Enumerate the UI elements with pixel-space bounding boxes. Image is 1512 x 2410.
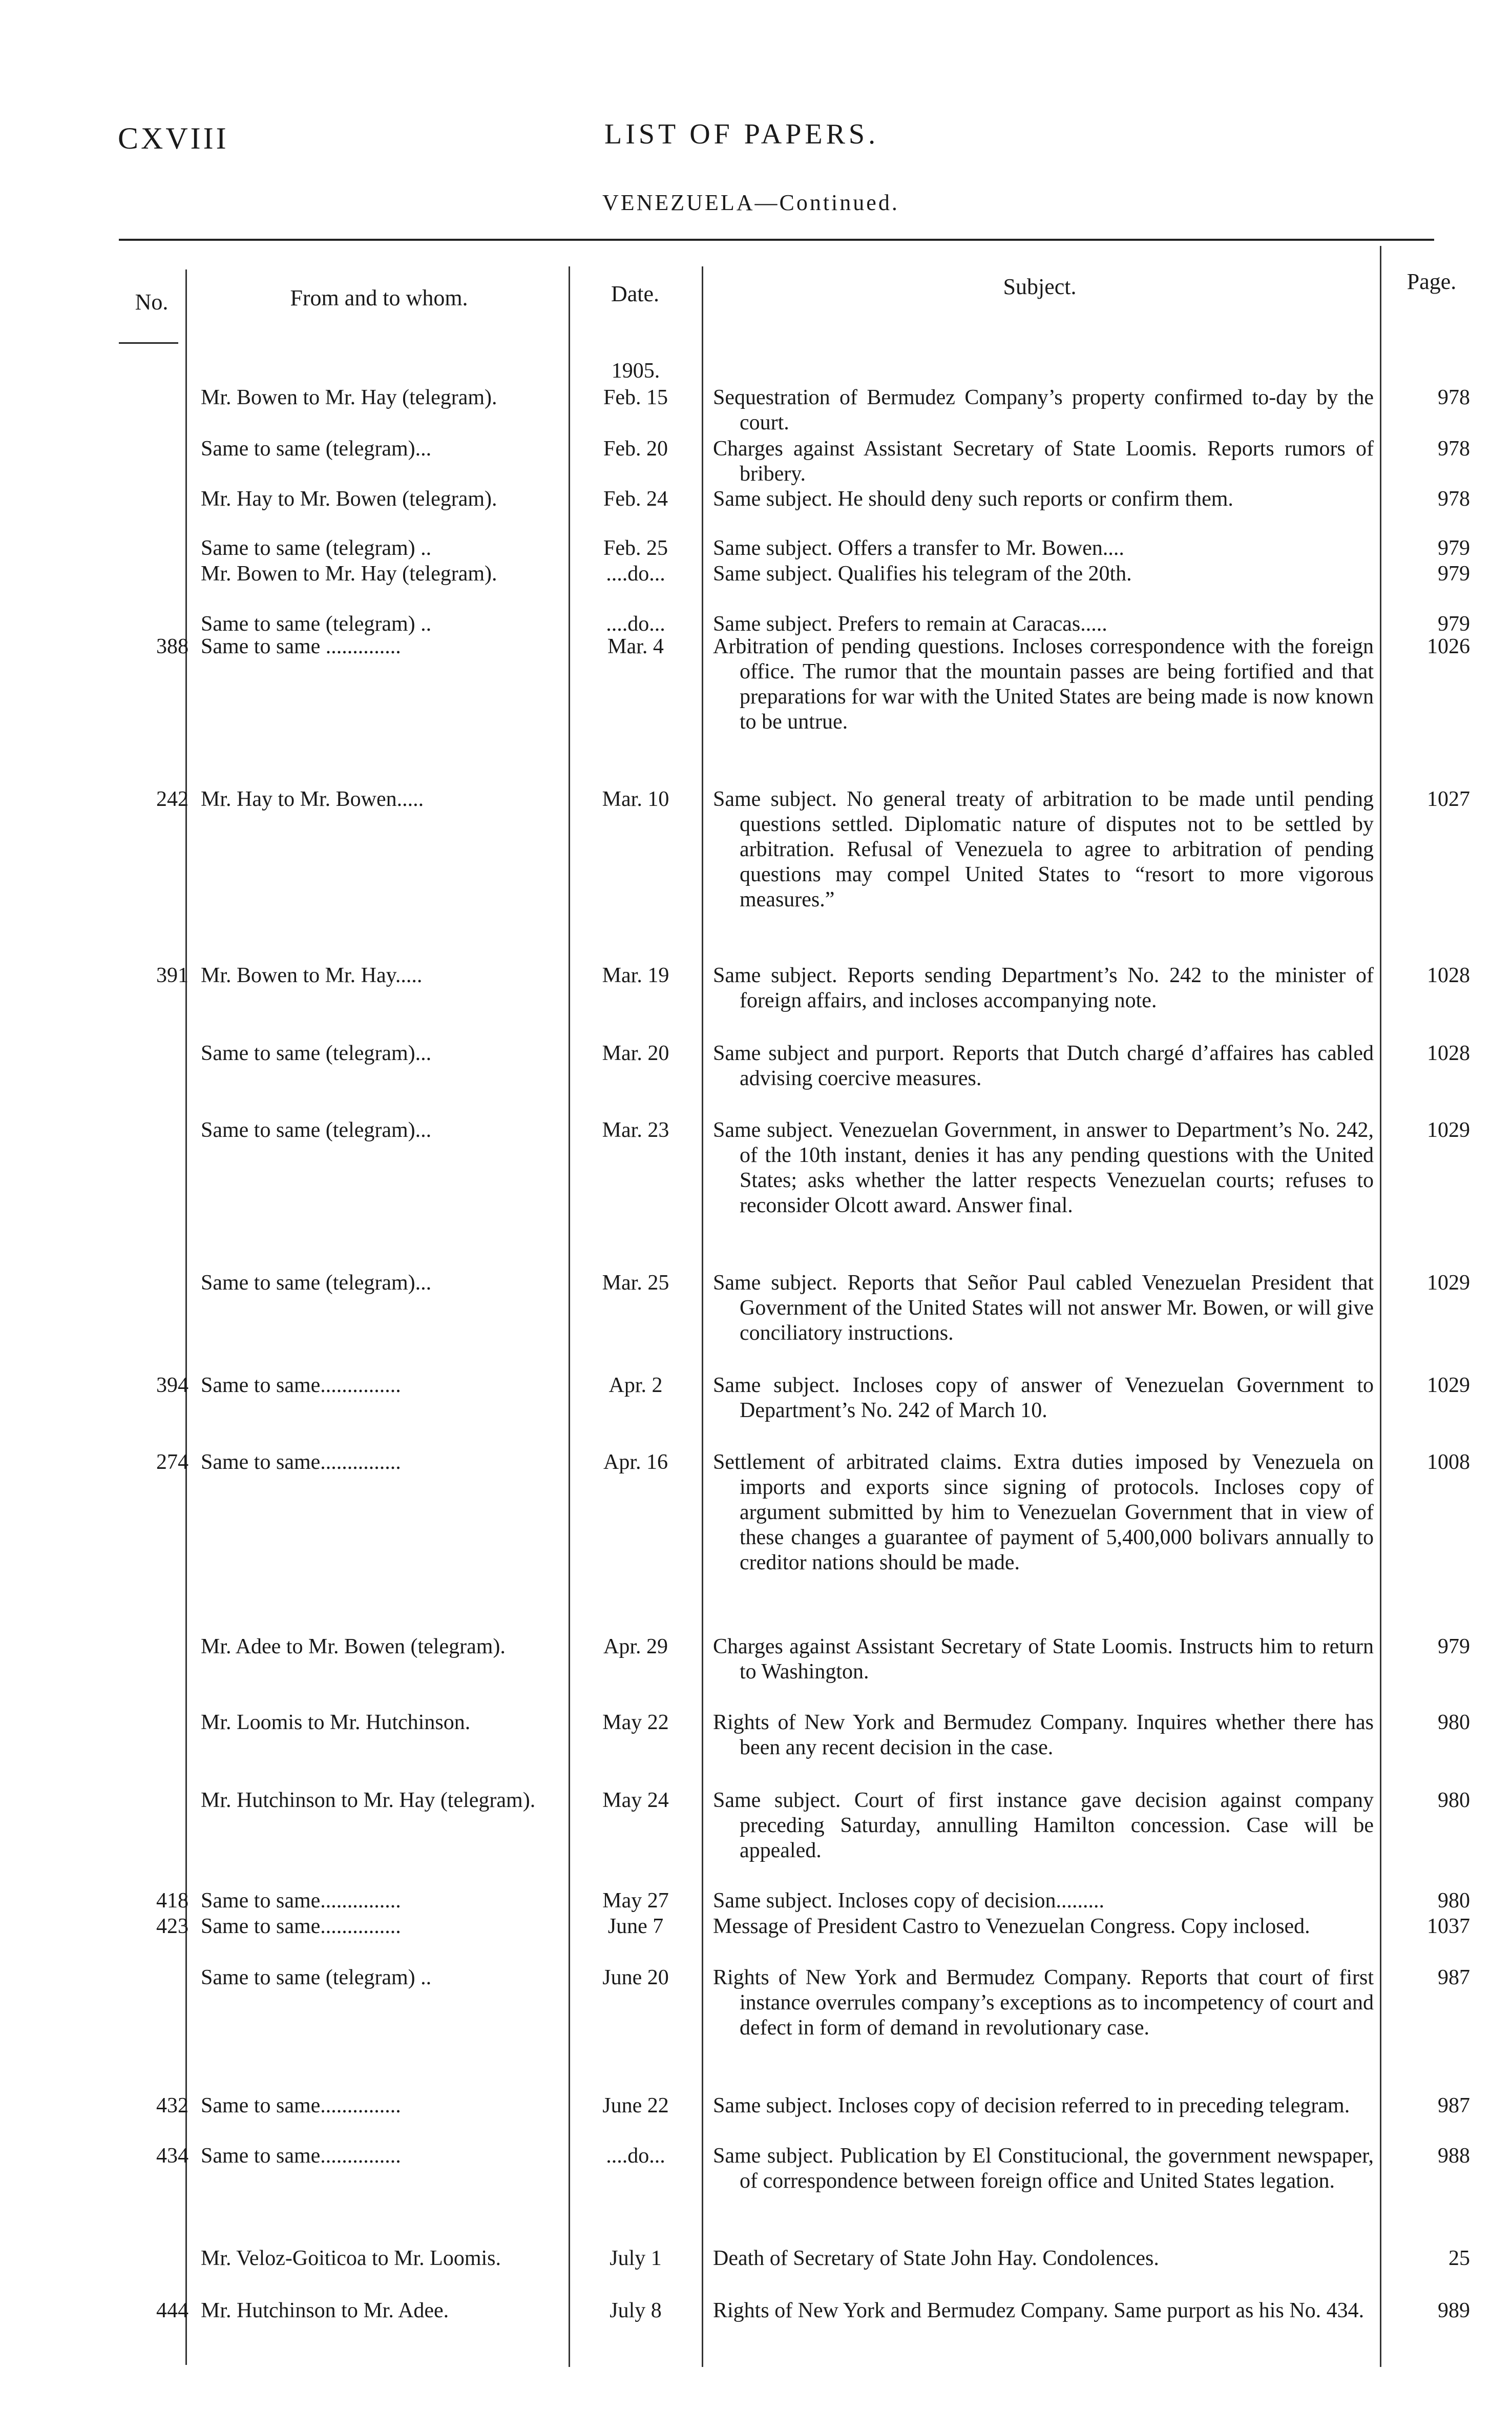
cell-from-to-whom: Same to same (telegram)... [201,1042,432,1065]
cell-from-to-whom: Same to same (telegram) .. [201,1966,432,1989]
column-header-date: Date. [611,281,660,306]
cell-subject: Same subject. Venezuelan Government, in answer to Department’s No. 242, of the 10th instant, denies it has any pending questions with the United States; asks whether the latter respects Venezuelan courts; refuses to reconsider Olcott award. Answer final. [713,1118,1374,1217]
cell-number: 394 [156,1374,188,1397]
year-label: 1905. [611,359,660,383]
cell-page: 987 [1438,2094,1470,2117]
cell-date: Mar. 4 [607,635,664,658]
cell-from-to-whom: Same to same............... [201,1450,401,1474]
cell-page: 1028 [1427,1042,1470,1065]
cell-number: 434 [156,2144,188,2168]
cell-from-to-whom: Mr. Bowen to Mr. Hay (telegram). [201,386,497,409]
cell-from-to-whom: Mr. Hutchinson to Mr. Hay (telegram). [201,1789,536,1812]
cell-subject: Arbitration of pending questions. Incloses correspondence with the foreign office. The rumor that the mountain passes are being fortified and that preparations for war with the United States are being made is now known to be untrue. [713,635,1374,734]
cell-page: 979 [1438,536,1470,560]
cell-number: 444 [156,2299,188,2322]
cell-subject: Same subject. Prefers to remain at Caracas..... [713,612,1107,636]
cell-subject: Rights of New York and Bermudez Company. Same purport as his No. 434. [713,2299,1364,2322]
cell-page: 1029 [1427,1271,1470,1295]
cell-date: Mar. 20 [602,1042,669,1065]
cell-from-to-whom: Mr. Bowen to Mr. Hay..... [201,964,423,987]
cell-subject: Rights of New York and Bermudez Company. Reports that court of first instance overrules company’s exceptions as to incompetency of court and defect in form of demand in revolutionary case. [713,1966,1374,2040]
cell-date: Apr. 29 [603,1635,668,1658]
cell-date: ....do... [606,612,665,636]
cell-subject: Same subject. Qualifies his telegram of the 20th. [713,562,1132,586]
cell-page: 1008 [1427,1450,1470,1474]
cell-date: Feb. 25 [603,536,668,560]
cell-from-to-whom: Mr. Hay to Mr. Bowen (telegram). [201,487,497,511]
cell-number: 391 [156,964,188,987]
cell-from-to-whom: Mr. Bowen to Mr. Hay (telegram). [201,562,497,586]
cell-page: 979 [1438,612,1470,636]
cell-date: May 22 [602,1711,669,1734]
cell-from-to-whom: Same to same (telegram)... [201,1118,432,1142]
cell-date: Feb. 20 [603,437,668,461]
cell-subject: Message of President Castro to Venezuelan Congress. Copy inclosed. [713,1915,1310,1938]
cell-from-to-whom: Same to same .............. [201,635,401,658]
cell-number: 274 [156,1450,188,1474]
cell-date: June 7 [607,1915,664,1938]
cell-from-to-whom: Mr. Adee to Mr. Bowen (telegram). [201,1635,506,1658]
cell-subject: Same subject. Reports sending Department’s No. 242 to the minister of foreign affairs, and incloses accompanying note. [713,964,1374,1012]
cell-from-to-whom: Same to same (telegram)... [201,1271,432,1295]
cell-page: 979 [1438,562,1470,586]
cell-date: Feb. 24 [603,487,668,511]
cell-subject: Same subject and purport. Reports that Dutch chargé d’affaires has cabled advising coercive measures. [713,1042,1374,1090]
cell-date: June 22 [602,2094,669,2117]
cell-subject: Rights of New York and Bermudez Company. Inquires whether there has been any recent decision in the case. [713,1711,1374,1759]
cell-page: 987 [1438,1966,1470,1989]
cell-number: 418 [156,1889,188,1913]
cell-subject: Same subject. Offers a transfer to Mr. Bowen.... [713,536,1124,560]
cell-from-to-whom: Same to same............... [201,2144,401,2168]
page-number: CXVIII [118,121,229,155]
cell-from-to-whom: Mr. Hay to Mr. Bowen..... [201,787,424,811]
cell-from-to-whom: Same to same............... [201,2094,401,2117]
cell-page: 1029 [1427,1118,1470,1142]
cell-subject: Charges against Assistant Secretary of State Loomis. Reports rumors of bribery. [713,437,1374,486]
cell-page: 980 [1438,1789,1470,1812]
cell-date: July 1 [610,2247,662,2270]
cell-page: 980 [1438,1889,1470,1913]
cell-from-to-whom: Same to same (telegram)... [201,437,432,461]
cell-date: Apr. 2 [608,1374,663,1397]
cell-from-to-whom: Same to same (telegram) .. [201,612,432,636]
cell-number: 388 [156,635,188,658]
cell-page: 1037 [1427,1915,1470,1938]
cell-date: Mar. 25 [602,1271,669,1295]
cell-page: 978 [1438,487,1470,511]
section-title: VENEZUELA—Continued. [602,190,899,215]
cell-subject: Same subject. Incloses copy of decision......... [713,1889,1104,1913]
cell-from-to-whom: Same to same............... [201,1915,401,1938]
cell-subject: Same subject. Publication by El Constitucional, the government newspaper, of correspondence between foreign office and United States legation. [713,2144,1374,2193]
cell-from-to-whom: Mr. Hutchinson to Mr. Adee. [201,2299,449,2322]
cell-subject: Sequestration of Bermudez Company’s property confirmed to-day by the court. [713,386,1374,434]
cell-page: 1028 [1427,964,1470,987]
cell-subject: Same subject. Court of first instance gave decision against company preceding Saturday, annulling Hamilton concession. Case will be appealed. [713,1789,1374,1862]
cell-from-to-whom: Same to same (telegram) .. [201,536,432,560]
cell-page: 978 [1438,437,1470,461]
cell-date: May 24 [602,1789,669,1812]
cell-from-to-whom: Same to same............... [201,1889,401,1913]
column-header-page: Page. [1406,269,1457,294]
cell-date: June 20 [602,1966,669,1989]
cell-date: Mar. 19 [602,964,669,987]
cell-subject: Same subject. Reports that Señor Paul cabled Venezuelan President that Government of the United States will not answer Mr. Bowen, or will give conciliatory instructions. [713,1271,1374,1345]
cell-page: 1026 [1427,635,1470,658]
cell-subject: Settlement of arbitrated claims. Extra duties imposed by Venezuela on imports and exports since signing of protocols. Incloses copy of argument submitted by him to Venezuelan Government that in view of these changes a guarantee of payment of 5,400,000 bolivars annually to creditor nations should be made. [713,1450,1374,1574]
column-header-subject: Subject. [1003,274,1077,299]
cell-subject: Same subject. Incloses copy of answer of Venezuelan Government to Department’s No. 242 of March 10. [713,1374,1374,1422]
cell-page: 979 [1438,1635,1470,1658]
cell-subject: Same subject. No general treaty of arbitration to be made until pending questions settled. Diplomatic nature of disputes not to be settled by arbitration. Refusal of Venezuela to agree to arbitration of pending questions may compel United States to “resort to more vigorous measures.” [713,787,1374,911]
cell-from-to-whom: Same to same............... [201,1374,401,1397]
column-header-no: No. [135,289,169,315]
cell-from-to-whom: Mr. Veloz-Goiticoa to Mr. Loomis. [201,2247,501,2270]
cell-date: Apr. 16 [603,1450,668,1474]
cell-page: 989 [1438,2299,1470,2322]
cell-date: Feb. 15 [603,386,668,409]
cell-page: 988 [1438,2144,1470,2168]
cell-number: 242 [156,787,188,811]
cell-subject: Death of Secretary of State John Hay. Condolences. [713,2247,1159,2270]
cell-page: 1029 [1427,1374,1470,1397]
page-title: LIST OF PAPERS. [604,118,879,150]
column-header-from: From and to whom. [290,285,468,310]
cell-from-to-whom: Mr. Loomis to Mr. Hutchinson. [201,1711,471,1734]
cell-number: 432 [156,2094,188,2117]
cell-date: May 27 [602,1889,669,1913]
cell-date: July 8 [610,2299,662,2322]
cell-page: 25 [1448,2247,1470,2270]
cell-subject: Same subject. He should deny such reports or confirm them. [713,487,1233,511]
cell-date: Mar. 23 [602,1118,669,1142]
cell-page: 1027 [1427,787,1470,811]
cell-page: 980 [1438,1711,1470,1734]
cell-subject: Charges against Assistant Secretary of State Loomis. Instructs him to return to Washington. [713,1635,1374,1684]
cell-page: 978 [1438,386,1470,409]
cell-date: ....do... [606,2144,665,2168]
cell-date: Mar. 10 [602,787,669,811]
cell-subject: Same subject. Incloses copy of decision referred to in preceding telegram. [713,2094,1350,2117]
cell-date: ....do... [606,562,665,586]
cell-number: 423 [156,1915,188,1938]
